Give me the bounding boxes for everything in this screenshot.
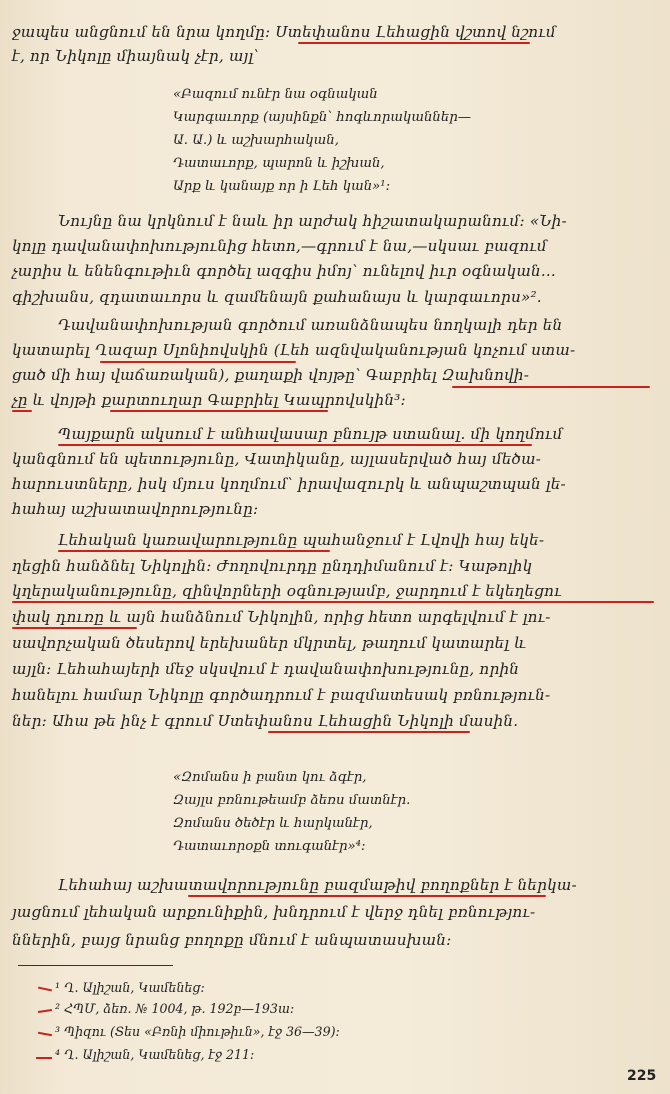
text-line: է, որ Նիկոլը միայնակ չէր, այլ՝ — [12, 47, 260, 65]
text-line: այլն։ Լեհահայերի մեջ սկսվում է դավանափոխությունը, որին — [12, 660, 520, 678]
text-line: Դավանափոխության գործում առանձնապես նողկալի դեր են — [58, 316, 563, 334]
text-line: չարիս և ենենգութիւն գործել ազգիս իմոյ՝ ունելով իւր օգնական... — [12, 262, 556, 280]
footnote-mark — [38, 987, 52, 992]
footnote-mark — [38, 1009, 52, 1013]
red-underline — [58, 550, 330, 552]
text-line: ցած մի հայ վաճառական), քաղաքի վոյթը՝ Գաբրիել Զախնովի- — [12, 366, 530, 384]
footnote: ³ Պիզու (Տես «Բռնի միութիւն», էջ 36—39)։ — [55, 1024, 340, 1039]
footnote-rule — [18, 965, 173, 966]
text-line: ջապես անցնում են նրա կողմը։ Ստեփանոս Լեհացին վշտով նշում — [12, 23, 556, 41]
text-line: կանգնում են պետությունը, Վատիկանը, այլասերված հայ մեծա- — [12, 450, 542, 468]
text-line: ներ։ Ահա թե ինչ է գրում Ստեփանոս Լեհացին Նիկոլի մասին. — [12, 712, 519, 730]
red-underline — [188, 895, 546, 897]
text-line: սավորչական ծեսերով երեխաներ մկրտել, թաղում կատարել և — [12, 634, 527, 652]
verse-line: Ա. Ա.) և աշխարհական, — [173, 133, 339, 148]
red-underline — [58, 444, 532, 446]
text-line: հահայ աշխատավորությունը։ — [12, 500, 259, 518]
red-underline — [452, 386, 650, 388]
red-underline — [12, 601, 654, 603]
verse-line: Դատաւորք, պարոն և իշխան, — [173, 156, 385, 171]
text-line: յացնում լեհական արքունիքին, խնդրում է վերջ դնել բռնությու- — [12, 903, 536, 921]
verse-line: Զոմանս ծեծէր և հարկանէր, — [173, 816, 373, 831]
footnote: ² ՀՊՄ, ձեռ. № 1004, թ. 192բ—193ա։ — [55, 1001, 295, 1016]
red-underline — [268, 731, 470, 733]
page-number: 225 — [627, 1068, 657, 1084]
text-line: գիշխանս, զդատաւորս և զամենայն քահանայս և կարգաւորս»². — [12, 288, 542, 306]
text-line: Լեհահայ աշխատավորությունը բազմաթիվ բողոքներ է ներկա- — [58, 876, 577, 894]
text-line: փակ դուռը և այն հանձնում Նիկոլին, որից հետո արգելվում է լու- — [12, 608, 551, 626]
text-line: ղեցին հանձնել Նիկոլին։ Ժողովուրդը ընդդիմանում է։ Կաթոլիկ — [12, 557, 533, 575]
verse-line: Կարգաւորք (այսինքն՝ հոգևորականներ— — [173, 110, 472, 125]
text-line: հանելու համար Նիկոլը գործադրում է բազմատեսակ բռնություն- — [12, 686, 551, 704]
text-line: Պայքարն ակսում է անհավասար բնույթ ստանալ. մի կողմում — [58, 425, 563, 443]
verse-line: Դատաւորօքն տուգանէր»⁴։ — [173, 839, 366, 854]
red-underline — [298, 42, 530, 44]
verse-line: «Զոմանս ի բանտ կու ձգէր, — [173, 770, 367, 785]
red-underline — [110, 410, 328, 412]
text-line: ններին, բայց նրանց բողոքը մնում է անպատասխան։ — [12, 931, 452, 949]
text-line: կատարել Ղազար Սլոնիովսկին (Լեհ ազնվականության կոչում ստա- — [12, 341, 576, 359]
verse-line: Զայլս բռնութեամբ ձեռս մատնէր. — [173, 793, 411, 808]
text-line: հարուստները, իսկ մյուս կողմում՝ իրավազուրկ և անպաշտպան լե- — [12, 475, 566, 493]
text-line: կոլը դավանափոխությունից հետո,—գրում է նա,—սկսաւ բազում — [12, 237, 547, 255]
text-line: կղերականությունը, զինվորների օգնությամբ, ջարդում է եկեղեցու — [12, 582, 562, 600]
red-underline — [12, 627, 137, 629]
verse-line: Արք և կանայք որ ի Լեհ կան»¹։ — [173, 179, 391, 194]
footnote: ⁴ Ղ. Ալիշան, Կամենեց, էջ 211։ — [55, 1047, 255, 1062]
text-line: Լեհական կառավարությունը պահանջում է Լվովի հայ եկե- — [58, 531, 545, 549]
text-line: չը և վոյթի քարտուղար Գաբրիել Կապրովսկին³։ — [12, 391, 406, 409]
verse-line: «Բազում ունէր նա օգնական — [173, 87, 378, 102]
footnote: ¹ Ղ. Ալիշան, Կամենեց։ — [55, 980, 205, 995]
red-underline — [100, 361, 296, 363]
red-underline — [12, 410, 32, 412]
footnote-mark — [38, 1032, 52, 1036]
footnote-mark — [36, 1057, 52, 1059]
text-line: Նույնը նա կրկնում է նաև իր արժակ հիշատակարանում։ «Նի- — [58, 212, 567, 230]
